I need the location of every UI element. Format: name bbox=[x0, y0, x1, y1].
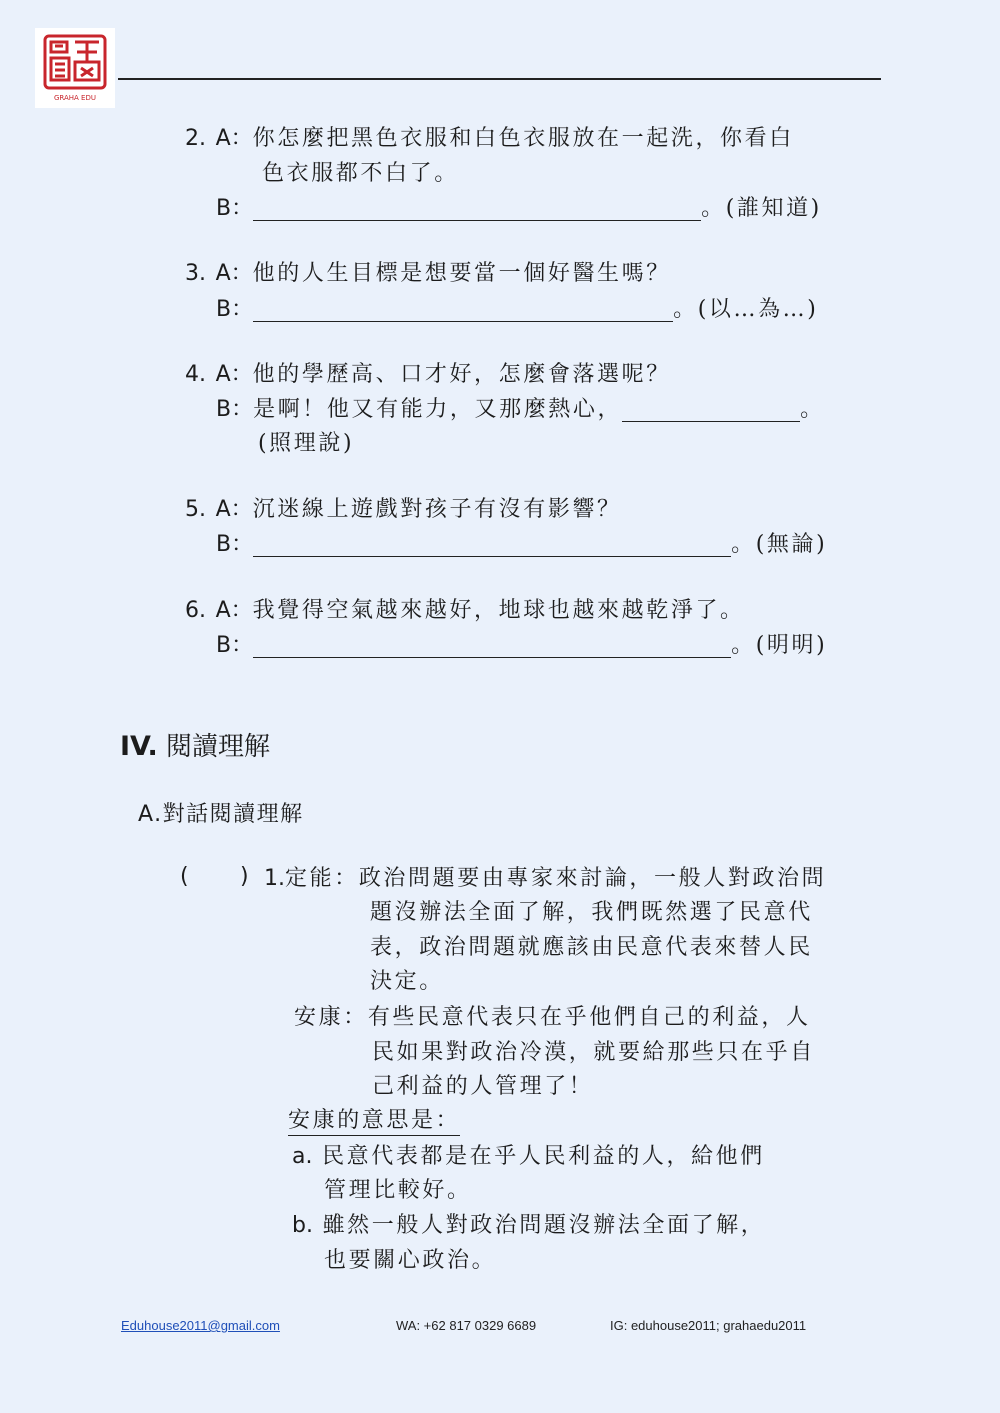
speaker-a-label: A： bbox=[215, 261, 253, 286]
dialogue-line: 民如果對政治冷漠，就要給那些只在乎自 bbox=[372, 1040, 815, 1065]
question-6-b bbox=[216, 631, 827, 661]
question-text: 他的學歷高、口才好，怎麼會落選呢？ bbox=[252, 362, 671, 387]
question-text: 你怎麼把黑色衣服和白色衣服放在一起洗，你看白 bbox=[252, 126, 794, 151]
question-2-a bbox=[185, 124, 794, 154]
logo bbox=[35, 28, 115, 108]
question-3-b bbox=[216, 295, 818, 325]
section-title: 閱讀理解 bbox=[165, 732, 270, 762]
answer-blank[interactable] bbox=[253, 534, 731, 557]
option-b[interactable] bbox=[292, 1211, 765, 1241]
question-5-a bbox=[185, 495, 622, 525]
subsection-title: 對話閱讀理解 bbox=[162, 802, 304, 827]
answer-end: 。 bbox=[800, 397, 825, 422]
dialogue-line: 政治問題要由專家來討論，一般人對政治問 bbox=[358, 866, 827, 891]
graha-edu-seal-icon bbox=[35, 28, 115, 108]
header-rule bbox=[118, 78, 881, 80]
question-text: 我覺得空氣越來越好，地球也越來越乾淨了。 bbox=[252, 598, 745, 623]
question-number: 4. bbox=[185, 362, 206, 387]
dialogue-line: 題沒辦法全面了解，我們既然選了民意代 bbox=[370, 900, 813, 925]
question-5-b bbox=[216, 530, 827, 560]
question-4-a bbox=[185, 360, 671, 390]
answer-hint: 。(明明) bbox=[731, 633, 828, 658]
dialogue-line: 表，政治問題就應該由民意代表來替人民 bbox=[370, 935, 813, 960]
prompt-text: 安康的意思是： bbox=[288, 1108, 460, 1136]
dialogue-line: 有些民意代表只在乎他們自己的利益，人 bbox=[367, 1005, 811, 1030]
answer-prefix: 是啊！他又有能力，又那麼熱心， bbox=[253, 397, 623, 422]
footer-instagram: IG: eduhouse2011; grahaedu2011 bbox=[610, 1318, 807, 1333]
speaker-a-label: A： bbox=[215, 497, 253, 522]
section-heading bbox=[120, 726, 270, 763]
answer-hint: 。(無論) bbox=[731, 532, 828, 557]
question-number: 2. bbox=[185, 126, 206, 151]
answer-blank[interactable] bbox=[253, 299, 673, 322]
option-letter: b. bbox=[292, 1213, 313, 1238]
speaker-b-label: B： bbox=[216, 532, 254, 557]
option-text: 也要關心政治。 bbox=[324, 1248, 497, 1273]
answer-box[interactable] bbox=[196, 864, 234, 892]
answer-paren-close: ) bbox=[240, 864, 249, 889]
item-number: 1. bbox=[264, 866, 285, 891]
question-prompt bbox=[288, 1106, 460, 1136]
footer-whatsapp: WA: +62 817 0329 6689 bbox=[396, 1318, 537, 1333]
question-text: 沉迷線上遊戲對孩子有沒有影響？ bbox=[252, 497, 622, 522]
option-text: 管理比較好。 bbox=[324, 1178, 472, 1203]
footer-email[interactable] bbox=[121, 1318, 280, 1333]
question-3-a bbox=[185, 259, 671, 289]
answer-hint: (照理說) bbox=[258, 431, 355, 456]
subsection-letter: A. bbox=[138, 802, 163, 827]
question-number: 3. bbox=[185, 261, 206, 286]
speaker-a-label: A： bbox=[215, 362, 253, 387]
question-number: 6. bbox=[185, 598, 206, 623]
option-text: 民意代表都是在乎人民利益的人，給他們 bbox=[322, 1144, 765, 1169]
dialogue-line: 己利益的人管理了！ bbox=[372, 1074, 594, 1099]
speaker-b-label: B： bbox=[216, 397, 254, 422]
speaker-a-label: A： bbox=[215, 126, 253, 151]
question-6-a bbox=[185, 596, 745, 626]
option-a[interactable] bbox=[292, 1142, 765, 1172]
answer-blank[interactable] bbox=[253, 635, 731, 658]
email-link[interactable]: Eduhouse2011@gmail.com bbox=[121, 1318, 280, 1333]
subsection-heading bbox=[138, 797, 304, 828]
option-text: 雖然一般人對政治問題沒辦法全面了解， bbox=[322, 1213, 766, 1238]
answer-blank[interactable] bbox=[622, 399, 800, 422]
question-number: 5. bbox=[185, 497, 206, 522]
speaker-name: 定能： bbox=[285, 866, 359, 891]
reading-speaker-1 bbox=[264, 864, 826, 894]
answer-hint: 。(以…為…) bbox=[673, 297, 819, 322]
speaker-b-label: B： bbox=[216, 196, 254, 221]
reading-speaker-2 bbox=[294, 1003, 811, 1033]
question-text: 他的人生目標是想要當一個好醫生嗎？ bbox=[252, 261, 671, 286]
section-number: IV. bbox=[120, 731, 158, 762]
dialogue-line: 決定。 bbox=[370, 969, 444, 994]
logo-text: GRAHA EDU bbox=[53, 94, 97, 102]
question-2-a-line2: 色衣服都不白了。 bbox=[262, 161, 459, 186]
answer-paren-open: ( bbox=[180, 864, 189, 889]
speaker-a-label: A： bbox=[215, 598, 253, 623]
answer-blank[interactable] bbox=[253, 198, 701, 221]
question-2-b bbox=[216, 194, 822, 224]
answer-hint: 。(誰知道) bbox=[701, 196, 822, 221]
speaker-b-label: B： bbox=[216, 297, 254, 322]
question-4-b bbox=[216, 395, 825, 425]
speaker-b-label: B： bbox=[216, 633, 254, 658]
speaker-name: 安康： bbox=[294, 1005, 368, 1030]
option-letter: a. bbox=[292, 1144, 313, 1169]
